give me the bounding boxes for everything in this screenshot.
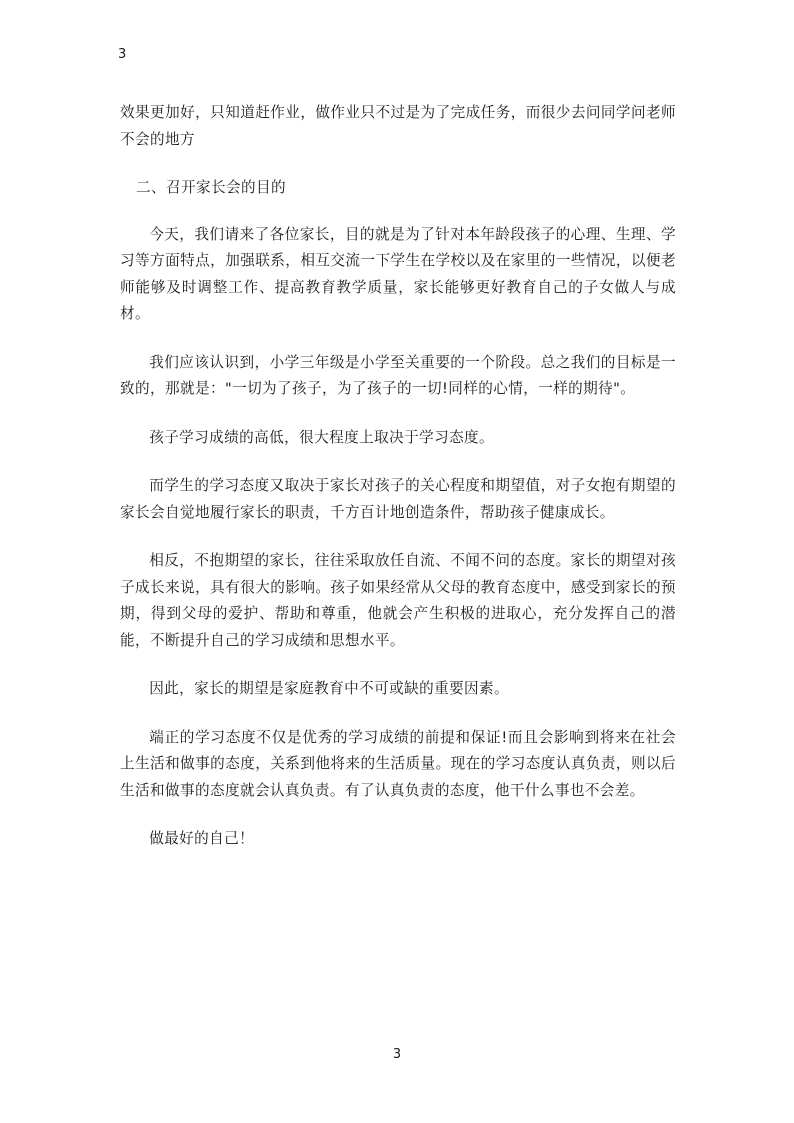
header-page-number: 3 [118, 47, 127, 62]
paragraph: 今天，我们请来了各位家长，目的就是为了针对本年龄段孩子的心理、生理、学习等方面特点，加强联系，相互交流一下学生在学校以及在家里的一些情况，以便老师能够及时调整工作、提高教育教学质量，家长能够更好教育自己的子女做人与成材。 [120, 225, 676, 322]
footer-page-number: 3 [392, 1047, 402, 1062]
document-body [120, 100, 676, 875]
paragraph-closing: 做最好的自己！ [149, 830, 255, 847]
paragraph: 而学生的学习态度又取决于家长对孩子的关心程度和期望值，对子女抱有期望的家长会自觉地履行家长的职责，千方百计地创造条件，帮助孩子健康成长。 [120, 477, 676, 521]
paragraph-continuation: 效果更加好，只知道赶作业，做作业只不过是为了完成任务，而很少去问同学问老师不会的地方 [120, 104, 676, 148]
section-heading: 二、召开家长会的目的 [136, 179, 286, 196]
paragraph: 我们应该认识到，小学三年级是小学至关重要的一个阶段。总之我们的目标是一致的，那就是："一切为了孩子，为了孩子的一切!同样的心情，一样的期待"。 [120, 353, 676, 397]
paragraph: 端正的学习态度不仅是优秀的学习成绩的前提和保证!而且会影响到将来在社会上生活和做事的态度，关系到他将来的生活质量。现在的学习态度认真负责，则以后生活和做事的态度就会认真负责。有了认真负责的态度，他干什么事也不会差。 [120, 728, 676, 799]
paragraph: 相反，不抱期望的家长，往往采取放任自流、不闻不问的态度。家长的期望对孩子成长来说，具有很大的影响。孩子如果经常从父母的教育态度中，感受到家长的预期，得到父母的爱护、帮助和尊重，他就会产生积极的进取心，充分发挥自己的潜能，不断提升自己的学习成绩和思想水平。 [120, 552, 676, 649]
paragraph: 孩子学习成绩的高低，很大程度上取决于学习态度。 [149, 428, 495, 446]
paragraph: 因此，家长的期望是家庭教育中不可或缺的重要因素。 [149, 680, 510, 697]
